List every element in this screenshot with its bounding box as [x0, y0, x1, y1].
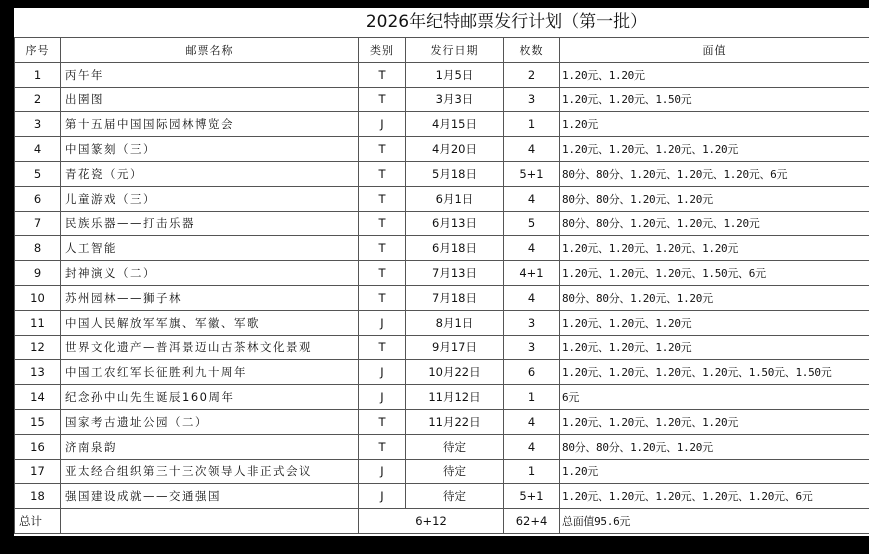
- total-name-empty: [61, 509, 359, 534]
- row-name: 中国工农红军长征胜利九十周年: [61, 360, 359, 385]
- header-row: [15, 38, 869, 63]
- row-type: T: [359, 409, 406, 434]
- row-type: T: [359, 137, 406, 162]
- row-no: 9: [15, 261, 61, 286]
- table-row: [15, 335, 869, 360]
- row-count: 2: [504, 62, 560, 87]
- row-count: 4: [504, 236, 560, 261]
- row-no: 6: [15, 186, 61, 211]
- row-name: 强国建设成就——交通强国: [61, 484, 359, 509]
- row-count: 3: [504, 87, 560, 112]
- table-row: [15, 161, 869, 186]
- row-no: 7: [15, 211, 61, 236]
- row-value: 80分、80分、1.20元、1.20元、1.20元、6元: [560, 161, 869, 186]
- row-value: 1.20元、1.20元、1.20元: [560, 310, 869, 335]
- row-type: T: [359, 186, 406, 211]
- row-type: J: [359, 112, 406, 137]
- header-count: 枚数: [504, 38, 560, 63]
- row-date: 6月18日: [406, 236, 504, 261]
- row-no: 4: [15, 137, 61, 162]
- row-value: 1.20元、1.20元、1.20元、1.20元、1.50元、1.50元: [560, 360, 869, 385]
- table-row: [15, 459, 869, 484]
- row-type: T: [359, 211, 406, 236]
- row-no: 10: [15, 285, 61, 310]
- row-count: 6: [504, 360, 560, 385]
- row-date: 11月22日: [406, 409, 504, 434]
- row-name: 世界文化遗产—普洱景迈山古茶林文化景观: [61, 335, 359, 360]
- row-name: 中国篆刻（三）: [61, 137, 359, 162]
- row-count: 5+1: [504, 484, 560, 509]
- header-no: 序号: [15, 38, 61, 63]
- row-type: T: [359, 62, 406, 87]
- row-no: 5: [15, 161, 61, 186]
- row-date: 7月18日: [406, 285, 504, 310]
- row-count: 3: [504, 335, 560, 360]
- row-value: 80分、80分、1.20元、1.20元、1.20元: [560, 211, 869, 236]
- row-name: 苏州园林——狮子林: [61, 285, 359, 310]
- total-type: 6+12: [359, 509, 504, 534]
- row-value: 80分、80分、1.20元、1.20元: [560, 285, 869, 310]
- row-count: 1: [504, 385, 560, 410]
- table-row: [15, 310, 869, 335]
- row-type: T: [359, 434, 406, 459]
- row-name: 国家考古遗址公园（二）: [61, 409, 359, 434]
- row-type: T: [359, 335, 406, 360]
- row-name: 中国人民解放军军旗、军徽、军歌: [61, 310, 359, 335]
- row-no: 13: [15, 360, 61, 385]
- row-name: 纪念孙中山先生诞辰160周年: [61, 385, 359, 410]
- row-date: 待定: [406, 434, 504, 459]
- row-value: 1.20元、1.20元、1.20元、1.50元、6元: [560, 261, 869, 286]
- row-date: 5月18日: [406, 161, 504, 186]
- row-type: J: [359, 459, 406, 484]
- row-count: 4: [504, 409, 560, 434]
- table-row: [15, 484, 869, 509]
- row-value: 1.20元、1.20元、1.50元: [560, 87, 869, 112]
- row-count: 4: [504, 186, 560, 211]
- row-name: 儿童游戏（三）: [61, 186, 359, 211]
- row-date: 1月5日: [406, 62, 504, 87]
- stamp-plan-table: [14, 37, 869, 534]
- table-row: [15, 112, 869, 137]
- table-row: [15, 62, 869, 87]
- total-value: 总面值95.6元: [560, 509, 869, 534]
- row-no: 17: [15, 459, 61, 484]
- row-date: 待定: [406, 484, 504, 509]
- total-count: 62+4: [504, 509, 560, 534]
- row-count: 4: [504, 434, 560, 459]
- row-no: 16: [15, 434, 61, 459]
- row-name: 丙午年: [61, 62, 359, 87]
- row-name: 济南泉韵: [61, 434, 359, 459]
- row-no: 8: [15, 236, 61, 261]
- row-date: 7月13日: [406, 261, 504, 286]
- total-row: [15, 509, 869, 534]
- header-name: 邮票名称: [61, 38, 359, 63]
- row-type: J: [359, 360, 406, 385]
- row-date: 4月20日: [406, 137, 504, 162]
- row-count: 4: [504, 285, 560, 310]
- row-type: J: [359, 484, 406, 509]
- row-count: 1: [504, 112, 560, 137]
- row-date: 8月1日: [406, 310, 504, 335]
- row-date: 6月13日: [406, 211, 504, 236]
- row-date: 11月12日: [406, 385, 504, 410]
- table-row: [15, 261, 869, 286]
- table-row: [15, 385, 869, 410]
- header-date: 发行日期: [406, 38, 504, 63]
- header-value: 面值: [560, 38, 869, 63]
- row-no: 14: [15, 385, 61, 410]
- row-name: 民族乐器——打击乐器: [61, 211, 359, 236]
- row-type: T: [359, 261, 406, 286]
- row-no: 18: [15, 484, 61, 509]
- row-date: 10月22日: [406, 360, 504, 385]
- row-value: 1.20元、1.20元、1.20元、1.20元: [560, 409, 869, 434]
- row-name: 青花瓷（元）: [61, 161, 359, 186]
- document-title: 2026年纪特邮票发行计划（第一批）: [365, 12, 648, 32]
- row-date: 9月17日: [406, 335, 504, 360]
- row-no: 11: [15, 310, 61, 335]
- row-value: 1.20元、1.20元、1.20元: [560, 335, 869, 360]
- stamp-plan-document: [14, 8, 869, 536]
- row-type: J: [359, 385, 406, 410]
- table-row: [15, 236, 869, 261]
- row-name: 封神演义（二）: [61, 261, 359, 286]
- row-no: 15: [15, 409, 61, 434]
- row-no: 3: [15, 112, 61, 137]
- row-value: 1.20元: [560, 459, 869, 484]
- row-count: 5+1: [504, 161, 560, 186]
- row-type: T: [359, 236, 406, 261]
- table-row: [15, 409, 869, 434]
- row-name: 亚太经合组织第三十三次领导人非正式会议: [61, 459, 359, 484]
- header-type: 类别: [359, 38, 406, 63]
- row-no: 1: [15, 62, 61, 87]
- row-value: 6元: [560, 385, 869, 410]
- row-count: 4: [504, 137, 560, 162]
- row-value: 80分、80分、1.20元、1.20元: [560, 186, 869, 211]
- row-date: 待定: [406, 459, 504, 484]
- row-value: 80分、80分、1.20元、1.20元: [560, 434, 869, 459]
- table-row: [15, 87, 869, 112]
- row-value: 1.20元、1.20元、1.20元、1.20元: [560, 236, 869, 261]
- row-type: T: [359, 87, 406, 112]
- row-value: 1.20元: [560, 112, 869, 137]
- row-value: 1.20元、1.20元: [560, 62, 869, 87]
- row-count: 1: [504, 459, 560, 484]
- table-row: [15, 360, 869, 385]
- table-row: [15, 285, 869, 310]
- row-count: 3: [504, 310, 560, 335]
- row-value: 1.20元、1.20元、1.20元、1.20元、1.20元、6元: [560, 484, 869, 509]
- row-name: 人工智能: [61, 236, 359, 261]
- row-name: 第十五届中国国际园林博览会: [61, 112, 359, 137]
- table-row: [15, 186, 869, 211]
- row-date: 3月3日: [406, 87, 504, 112]
- row-type: T: [359, 161, 406, 186]
- table-row: [15, 137, 869, 162]
- row-value: 1.20元、1.20元、1.20元、1.20元: [560, 137, 869, 162]
- row-count: 5: [504, 211, 560, 236]
- row-type: J: [359, 310, 406, 335]
- row-name: 出圉图: [61, 87, 359, 112]
- row-date: 4月15日: [406, 112, 504, 137]
- table-row: [15, 434, 869, 459]
- row-type: T: [359, 285, 406, 310]
- row-count: 4+1: [504, 261, 560, 286]
- row-no: 2: [15, 87, 61, 112]
- row-no: 12: [15, 335, 61, 360]
- row-date: 6月1日: [406, 186, 504, 211]
- table-row: [15, 211, 869, 236]
- total-label: 总计: [15, 509, 61, 534]
